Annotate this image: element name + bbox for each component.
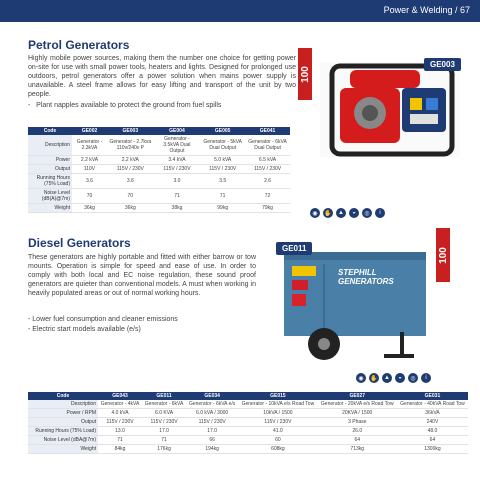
table-row [28, 436, 468, 445]
table-cell: 41.0 [238, 427, 317, 436]
table-cell: 64 [318, 436, 397, 445]
table-row [28, 418, 468, 427]
table-cell: 115V / 230V [107, 165, 154, 174]
table-cell: 72 [245, 189, 290, 204]
diesel-description: These generators are highly portable and fitted with either barrow or tow mounts. Operation is simple for speed and ease of use. In order to comply with both local and EC noise regulation, these sound proof generators are quieter than conventional models. A must when working in heavily populated areas or out of normal working hours. [28, 254, 256, 297]
table-row [28, 400, 468, 409]
row-label: Description [28, 400, 98, 409]
petrol-bullet-text: Plant napples available to protect the ground from fuel spills [36, 102, 222, 109]
table-cell: 64 [397, 436, 468, 445]
table-header-cell: GE043 [98, 392, 142, 400]
diesel-bullet [28, 326, 141, 333]
table-row [28, 427, 468, 436]
table-cell: Generator - 6kVA e/s [186, 400, 238, 409]
diesel-spec-table [28, 392, 468, 454]
table-cell: 5.0 kVA [200, 156, 245, 165]
table-cell: 115V / 230V [238, 418, 317, 427]
row-label: Noise Level (dBA@7m) [28, 436, 98, 445]
manual-icon: i [375, 208, 385, 218]
table-cell: Generator - 4kVA [98, 400, 142, 409]
bullet-dash-icon: - [28, 316, 33, 323]
bullet-dash-icon: - [28, 102, 37, 109]
table-cell: 70 [72, 189, 107, 204]
diesel-bullet [28, 316, 178, 323]
table-cell: 10kVA / 1500 [238, 409, 317, 418]
petrol-bullet [28, 102, 221, 109]
diesel-generator-image [264, 236, 434, 368]
table-cell: Generator - 6kVA Dual Output [245, 135, 290, 156]
table-header-cell: GE041 [245, 127, 290, 135]
table-cell: 84kg [98, 445, 142, 454]
table-cell: 6.0 kVA / 3000 [186, 409, 238, 418]
table-header-cell: GE031 [397, 392, 468, 400]
petrol-safety-icons [310, 208, 385, 218]
hard-hat-icon: ◒ [395, 373, 405, 383]
row-label: Output [28, 418, 98, 427]
table-cell: Generator - 40kVA Road Tow [397, 400, 468, 409]
table-cell: 20KVA / 1500 [318, 409, 397, 418]
table-cell: Generator - 6kVA [142, 400, 186, 409]
row-label: Noise Level (dB(A)@7m) [28, 189, 72, 204]
row-label: Running Hours (75% Load) [28, 427, 98, 436]
ear-protection-icon: ◉ [356, 373, 366, 383]
table-cell: Generator - 10kVA e/s Road Tow [238, 400, 317, 409]
table-cell: 6.0 KVA [142, 409, 186, 418]
table-row [28, 189, 290, 204]
row-label: Running Hours (75% Load) [28, 174, 72, 189]
table-row [28, 174, 290, 189]
table-header-row [28, 392, 468, 400]
table-cell: 38kg [154, 204, 201, 213]
table-cell: 17.0 [186, 427, 238, 436]
table-cell: 1300kg [397, 445, 468, 454]
table-cell: 115V / 230V [200, 165, 245, 174]
eye-protection-icon: ◎ [408, 373, 418, 383]
table-cell: 608kg [238, 445, 317, 454]
table-header-cell: GE034 [186, 392, 238, 400]
petrol-product-code-badge: GE003 [424, 58, 461, 71]
table-cell: 3.5 [200, 174, 245, 189]
table-cell: Generator - 20kVA e/s Road Tow [318, 400, 397, 409]
table-cell: 3.4 kVA [154, 156, 201, 165]
table-cell: 3 Phase [318, 418, 397, 427]
hand-protection-icon: ✋ [369, 373, 379, 383]
table-cell: 4.0 kVA [98, 409, 142, 418]
table-cell: 115V / 230V [142, 418, 186, 427]
table-cell: 71 [154, 189, 201, 204]
safety-boots-icon: ▲ [336, 208, 346, 218]
eye-protection-icon: ◎ [362, 208, 372, 218]
table-cell: 3.6 [107, 174, 154, 189]
table-cell: 99kg [200, 204, 245, 213]
table-cell: 713kg [318, 445, 397, 454]
table-cell: 71 [200, 189, 245, 204]
capacity-badge: 100 [436, 228, 450, 282]
ear-protection-icon: ◉ [310, 208, 320, 218]
table-cell: Generator - 3.5kVA Dual Output [154, 135, 201, 156]
bullet-dash-icon: - [28, 326, 33, 333]
table-cell: 176kg [142, 445, 186, 454]
table-cell: 26.0 [318, 427, 397, 436]
page-title: Power & Welding / 67 [383, 5, 470, 15]
safety-boots-icon: ▲ [382, 373, 392, 383]
row-label: Weight [28, 204, 72, 213]
table-cell: 36kg [107, 204, 154, 213]
table-header-cell: GE027 [318, 392, 397, 400]
petrol-spec-table [28, 127, 290, 213]
page-header [0, 0, 480, 22]
table-cell: 36kVA [397, 409, 468, 418]
table-header-cell: Code [28, 392, 98, 400]
table-cell: 17.0 [142, 427, 186, 436]
table-cell: 2.2 kVA [107, 156, 154, 165]
row-label: Description [28, 135, 72, 156]
table-row [28, 409, 468, 418]
table-cell: 194kg [186, 445, 238, 454]
table-cell: 3.0 [154, 174, 201, 189]
table-cell: 6.5 kVA [245, 156, 290, 165]
table-cell: 3.6 [72, 174, 107, 189]
table-header-cell: GE003 [107, 127, 154, 135]
table-header-cell: GE004 [154, 127, 201, 135]
table-cell: 36kg [72, 204, 107, 213]
table-header-cell: GE005 [200, 127, 245, 135]
diesel-bullet-text: Electric start models available (e/s) [32, 326, 141, 333]
table-cell: 2.2 kVA [72, 156, 107, 165]
table-header-cell: Code [28, 127, 72, 135]
row-label: Power / RPM [28, 409, 98, 418]
table-cell: 240V [397, 418, 468, 427]
table-cell: 115V / 230V [245, 165, 290, 174]
table-cell: 110V [72, 165, 107, 174]
table-header-row [28, 127, 290, 135]
hand-protection-icon: ✋ [323, 208, 333, 218]
hard-hat-icon: ◒ [349, 208, 359, 218]
table-cell: 48.0 [397, 427, 468, 436]
table-cell: Generator - 2.3kVA [72, 135, 107, 156]
table-cell: 2.6 [245, 174, 290, 189]
brand-logo: STEPHILL GENERATORS [338, 268, 394, 286]
table-header-cell: GE002 [72, 127, 107, 135]
diesel-section-title: Diesel Generators [28, 236, 131, 250]
capacity-badge: 100 [298, 48, 312, 100]
table-header-cell: GE011 [142, 392, 186, 400]
row-label: Power [28, 156, 72, 165]
table-cell: 60 [238, 436, 317, 445]
table-cell: 115V / 230V [98, 418, 142, 427]
manual-icon: i [421, 373, 431, 383]
table-cell: 70 [107, 189, 154, 204]
table-cell: Generator - 5kVA Dual Output [200, 135, 245, 156]
table-row [28, 445, 468, 454]
petrol-section-title: Petrol Generators [28, 38, 130, 52]
petrol-description: Highly mobile power sources, making them the number one choice for getting power on-site for use with small power tools, heaters and lights. Designed for prolonged use outdoors, petrol generators offer a power solution when mains power supply is unavailable. A steel frame allows for easy lifting and transport of the unit by two people. [28, 55, 296, 98]
table-cell: 79kg [245, 204, 290, 213]
table-header-cell: GE015 [238, 392, 317, 400]
table-cell: 71 [142, 436, 186, 445]
table-row [28, 165, 290, 174]
table-row [28, 156, 290, 165]
diesel-product-code-badge: GE011 [276, 242, 312, 255]
table-cell: 115V / 230V [186, 418, 238, 427]
table-cell: 13.0 [98, 427, 142, 436]
table-cell: 71 [98, 436, 142, 445]
row-label: Weight [28, 445, 98, 454]
table-cell: 66 [186, 436, 238, 445]
table-row [28, 204, 290, 213]
row-label: Output [28, 165, 72, 174]
table-cell: 115V / 230V [154, 165, 201, 174]
table-row [28, 135, 290, 156]
diesel-safety-icons [356, 373, 431, 383]
diesel-bullet-text: Lower fuel consumption and cleaner emissions [32, 316, 178, 323]
table-cell: Generator - 2.7kva 110v/240v P [107, 135, 154, 156]
